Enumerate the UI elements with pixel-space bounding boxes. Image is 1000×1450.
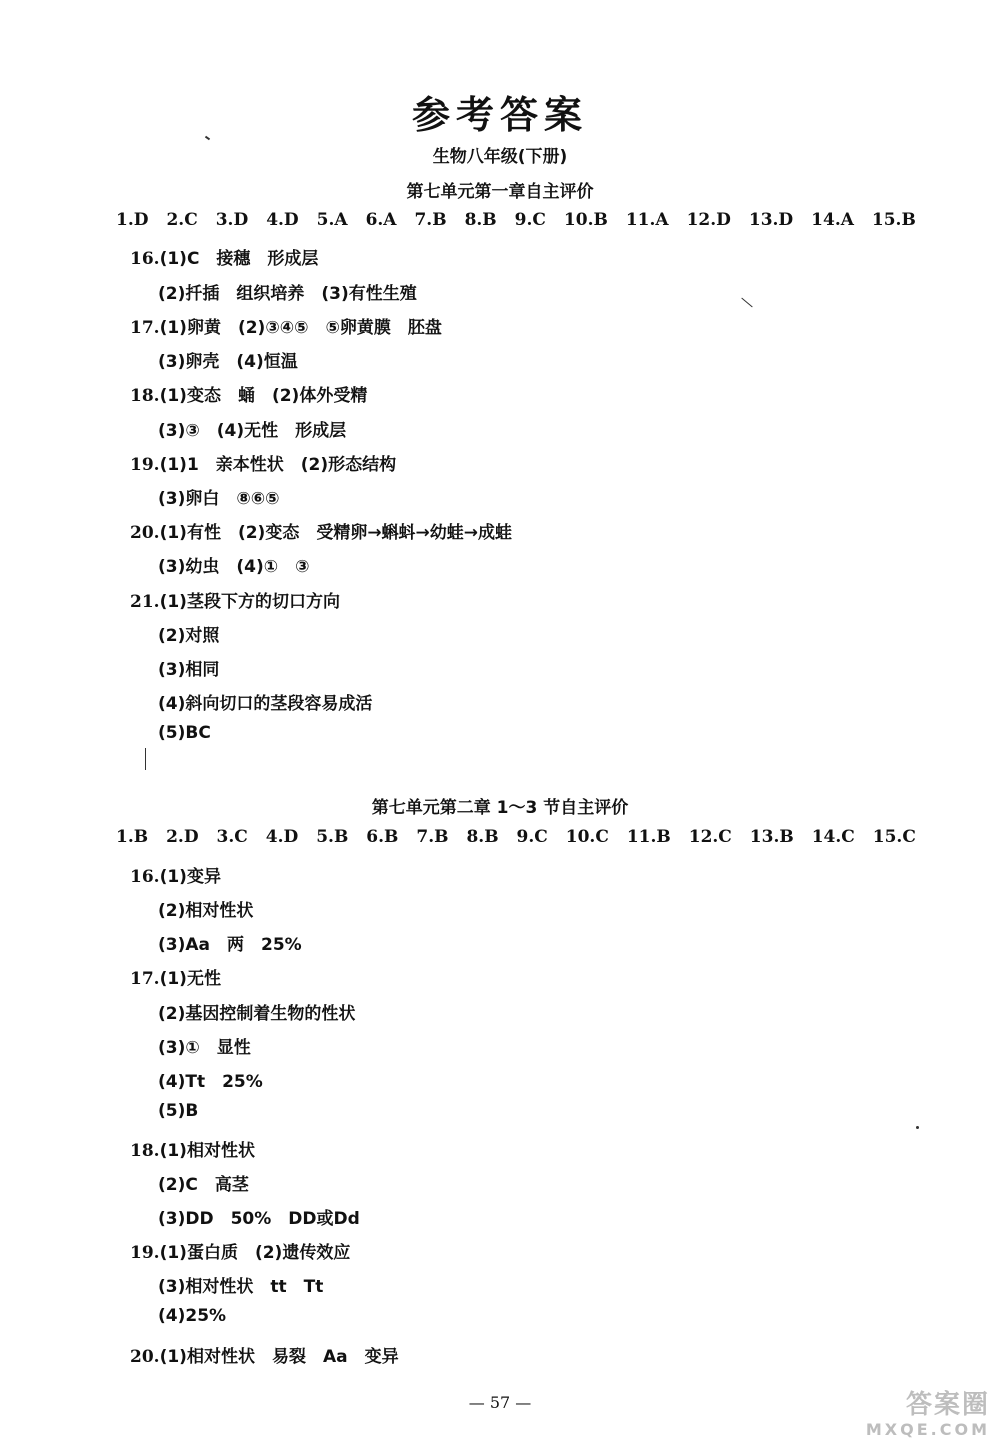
answer-line	[130, 1136, 255, 1161]
mc-answer: 4.D	[266, 210, 299, 230]
answer-line	[130, 587, 340, 612]
answer-line	[130, 313, 442, 338]
watermark-logo: 答案圈	[905, 1390, 990, 1420]
mc-answer: 1.B	[116, 827, 149, 847]
answer-line	[158, 930, 302, 955]
mc-answer: 7.B	[414, 210, 447, 230]
scan-mark	[916, 1126, 919, 1129]
answer-line	[130, 244, 318, 269]
mc-answer: 13.D	[748, 210, 794, 230]
answer-text: (3)Aa 两 25%	[158, 935, 302, 955]
answer-line	[158, 1204, 360, 1229]
mc-answer: 7.B	[416, 827, 449, 847]
mc-answer: 15.C	[872, 827, 916, 847]
question-number: 18.	[130, 386, 160, 406]
mc-answer: 8.B	[464, 210, 497, 230]
mc-answer-row	[116, 827, 916, 851]
answer-line	[130, 862, 221, 887]
mc-answer: 6.A	[365, 210, 397, 230]
answer-line	[130, 1342, 399, 1367]
question-number: 19.	[130, 455, 160, 475]
mc-answer: 11.A	[625, 210, 669, 230]
watermark	[840, 1390, 990, 1445]
mc-answer: 3.D	[215, 210, 249, 230]
question-number: 18.	[130, 1141, 160, 1161]
answer-text: (1)变异	[159, 867, 221, 887]
section-heading: 第七单元第一章自主评价	[406, 182, 594, 202]
mc-answer: 1.D	[116, 210, 149, 230]
answer-line	[158, 896, 253, 921]
mc-answer: 4.D	[265, 827, 299, 847]
answer-text: (2)对照	[158, 626, 220, 646]
answer-text: (5)B	[158, 1101, 199, 1121]
answer-text: (1)变态 蛹 (2)体外受精	[159, 386, 368, 406]
answer-text: (1)1 亲本性状 (2)形态结构	[159, 455, 397, 475]
mc-answer: 9.C	[516, 827, 548, 847]
mc-answer: 12.C	[688, 827, 732, 847]
answer-text: (3)幼虫 (4)① ③	[158, 557, 310, 577]
answer-line	[158, 552, 310, 577]
answer-line	[130, 381, 367, 406]
answer-line	[158, 1067, 263, 1092]
answer-line	[130, 964, 221, 989]
question-number: 17.	[130, 318, 160, 338]
answer-line	[158, 1033, 251, 1058]
mc-answer: 10.C	[565, 827, 609, 847]
mc-answer: 5.B	[316, 827, 349, 847]
page-title: 参考答案	[411, 92, 588, 137]
scan-mark	[145, 748, 146, 770]
mc-answer-row	[116, 210, 916, 234]
answer-text: (4)Tt 25%	[158, 1072, 263, 1092]
answer-text: (1)无性	[159, 969, 221, 989]
mc-answer: 2.D	[166, 827, 199, 847]
answer-line	[158, 689, 372, 714]
question-number: 20.	[130, 1347, 160, 1367]
answer-text: (3)① 显性	[158, 1038, 251, 1058]
answer-text: (1)蛋白质 (2)遗传效应	[159, 1243, 351, 1263]
answer-text: (3)卵壳 (4)恒温	[158, 352, 298, 372]
page-subtitle: 生物八年级(下册)	[432, 147, 568, 167]
mc-answer: 8.B	[466, 827, 499, 847]
answer-text: (2)扦插 组织培养 (3)有性生殖	[158, 284, 417, 304]
mc-answer: 13.B	[749, 827, 794, 847]
answer-text: (3)相对性状 tt Tt	[158, 1277, 324, 1297]
answer-text: (1)卵黄 (2)③④⑤ ⑤卵黄膜 胚盘	[159, 318, 442, 338]
watermark-url: MXQE.COM	[865, 1420, 990, 1439]
answer-text: (3)③ (4)无性 形成层	[158, 421, 347, 441]
answer-line	[158, 416, 346, 441]
mc-answer: 15.B	[871, 210, 916, 230]
answer-line	[158, 279, 417, 304]
question-number: 16.	[130, 867, 160, 887]
answer-text: (1)相对性状	[159, 1141, 255, 1161]
answer-line	[158, 655, 219, 680]
scan-mark	[741, 298, 752, 308]
answer-line	[158, 484, 280, 509]
answer-text: (1)茎段下方的切口方向	[159, 592, 340, 612]
answer-text: (4)25%	[158, 1306, 227, 1326]
answer-line	[158, 999, 355, 1024]
mc-answer: 3.C	[216, 827, 248, 847]
answer-line	[158, 723, 211, 743]
mc-answer: 5.A	[316, 210, 348, 230]
question-number: 17.	[130, 969, 160, 989]
answer-text: (5)BC	[158, 723, 211, 743]
answer-line	[158, 347, 298, 372]
answer-text: (1)C 接穗 形成层	[159, 249, 319, 269]
answer-line	[158, 1170, 249, 1195]
mc-answer: 12.D	[686, 210, 731, 230]
answer-text: (2)C 高茎	[158, 1175, 249, 1195]
answer-text: (4)斜向切口的茎段容易成活	[158, 694, 373, 714]
answer-text: (1)有性 (2)变态 受精卵→蝌蚪→幼蛙→成蛙	[159, 523, 513, 543]
answer-text: (2)基因控制着生物的性状	[158, 1004, 356, 1024]
answer-line	[130, 450, 396, 475]
answer-text: (3)相同	[158, 660, 220, 680]
answer-line	[158, 1272, 323, 1297]
question-number: 19.	[130, 1243, 160, 1263]
mc-answer: 14.A	[811, 210, 854, 230]
question-number: 21.	[130, 592, 160, 612]
mc-answer: 2.C	[166, 210, 198, 230]
mc-answer: 11.B	[626, 827, 671, 847]
section-heading: 第七单元第二章 1～3 节自主评价	[371, 798, 629, 818]
answer-text: (3)卵白 ⑧⑥⑤	[158, 489, 280, 509]
page-number: — 57 —	[468, 1393, 532, 1412]
answer-line	[158, 1101, 198, 1121]
answer-line	[130, 518, 512, 543]
answer-text: (1)相对性状 易裂 Aa 变异	[159, 1347, 399, 1367]
answer-line	[158, 1306, 226, 1326]
answer-line	[130, 1238, 350, 1263]
question-number: 20.	[130, 523, 160, 543]
answer-text: (3)DD 50% DD或Dd	[158, 1209, 360, 1229]
mc-answer: 14.C	[811, 827, 855, 847]
mc-answer: 10.B	[563, 210, 608, 230]
question-number: 16.	[130, 249, 160, 269]
mc-answer: 6.B	[366, 827, 399, 847]
answer-text: (2)相对性状	[158, 901, 254, 921]
mc-answer: 9.C	[514, 210, 546, 230]
answer-line	[158, 621, 219, 646]
